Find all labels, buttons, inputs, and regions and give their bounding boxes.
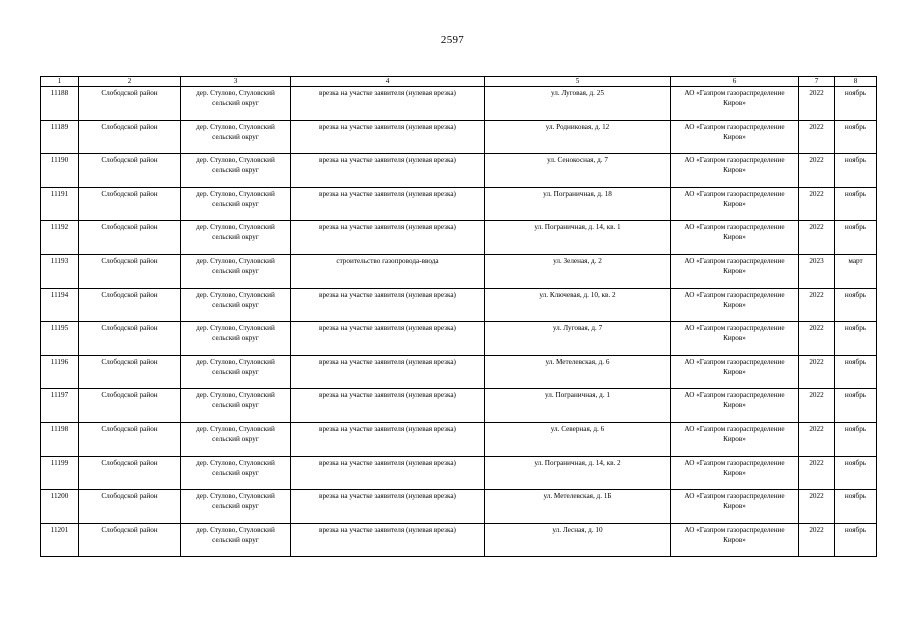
- address-cell: ул. Пограничная, д. 14, кв. 2: [485, 456, 671, 490]
- organization-cell: АО «Газпром газораспределение Киров»: [671, 523, 799, 557]
- record-number-cell: 11199: [41, 456, 79, 490]
- locality-cell: дер. Стулово, Стуловский сельский округ: [181, 254, 291, 288]
- year-cell: 2022: [799, 456, 835, 490]
- table-body: [41, 87, 877, 557]
- address-cell: ул. Метелевская, д. 6: [485, 355, 671, 389]
- table-row: [41, 288, 877, 322]
- district-cell: Слободской район: [79, 422, 181, 456]
- work-type-cell: врезка на участке заявителя (нулевая врезка): [291, 288, 485, 322]
- year-cell: 2022: [799, 87, 835, 121]
- district-cell: Слободской район: [79, 288, 181, 322]
- year-cell: 2022: [799, 221, 835, 255]
- locality-cell: дер. Стулово, Стуловский сельский округ: [181, 187, 291, 221]
- address-cell: ул. Луговая, д. 7: [485, 322, 671, 356]
- table-row: [41, 187, 877, 221]
- record-number-cell: 11188: [41, 87, 79, 121]
- month-cell: ноябрь: [835, 389, 877, 423]
- organization-cell: АО «Газпром газораспределение Киров»: [671, 355, 799, 389]
- year-cell: 2022: [799, 120, 835, 154]
- address-cell: ул. Северная, д. 6: [485, 422, 671, 456]
- work-type-cell: врезка на участке заявителя (нулевая врезка): [291, 221, 485, 255]
- organization-cell: АО «Газпром газораспределение Киров»: [671, 288, 799, 322]
- address-cell: ул. Лесная, д. 10: [485, 523, 671, 557]
- table-row: [41, 456, 877, 490]
- month-cell: ноябрь: [835, 322, 877, 356]
- address-cell: ул. Метелевская, д. 1Б: [485, 490, 671, 524]
- column-header: 4: [291, 77, 485, 87]
- month-cell: ноябрь: [835, 120, 877, 154]
- address-cell: ул. Луговая, д. 25: [485, 87, 671, 121]
- record-number-cell: 11200: [41, 490, 79, 524]
- work-type-cell: врезка на участке заявителя (нулевая врезка): [291, 187, 485, 221]
- column-header: 7: [799, 77, 835, 87]
- column-header: 1: [41, 77, 79, 87]
- record-number-cell: 11197: [41, 389, 79, 423]
- address-cell: ул. Пограничная, д. 14, кв. 1: [485, 221, 671, 255]
- organization-cell: АО «Газпром газораспределение Киров»: [671, 422, 799, 456]
- year-cell: 2022: [799, 187, 835, 221]
- work-type-cell: врезка на участке заявителя (нулевая врезка): [291, 154, 485, 188]
- district-cell: Слободской район: [79, 154, 181, 188]
- work-type-cell: врезка на участке заявителя (нулевая врезка): [291, 120, 485, 154]
- year-cell: 2022: [799, 389, 835, 423]
- district-cell: Слободской район: [79, 322, 181, 356]
- year-cell: 2022: [799, 422, 835, 456]
- column-header: 5: [485, 77, 671, 87]
- column-header: 3: [181, 77, 291, 87]
- district-cell: Слободской район: [79, 221, 181, 255]
- record-number-cell: 11194: [41, 288, 79, 322]
- work-type-cell: врезка на участке заявителя (нулевая врезка): [291, 456, 485, 490]
- month-cell: март: [835, 254, 877, 288]
- organization-cell: АО «Газпром газораспределение Киров»: [671, 322, 799, 356]
- page-number: 2597: [440, 34, 465, 46]
- address-cell: ул. Пограничная, д. 18: [485, 187, 671, 221]
- organization-cell: АО «Газпром газораспределение Киров»: [671, 154, 799, 188]
- organization-cell: АО «Газпром газораспределение Киров»: [671, 187, 799, 221]
- column-number-row: [41, 77, 877, 87]
- district-cell: Слободской район: [79, 456, 181, 490]
- table-row: [41, 490, 877, 524]
- month-cell: ноябрь: [835, 523, 877, 557]
- district-cell: Слободской район: [79, 523, 181, 557]
- organization-cell: АО «Газпром газораспределение Киров»: [671, 120, 799, 154]
- record-number-cell: 11195: [41, 322, 79, 356]
- organization-cell: АО «Газпром газораспределение Киров»: [671, 254, 799, 288]
- year-cell: 2022: [799, 154, 835, 188]
- table-row: [41, 322, 877, 356]
- address-cell: ул. Ключевая, д. 10, кв. 2: [485, 288, 671, 322]
- district-cell: Слободской район: [79, 490, 181, 524]
- locality-cell: дер. Стулово, Стуловский сельский округ: [181, 322, 291, 356]
- locality-cell: дер. Стулово, Стуловский сельский округ: [181, 288, 291, 322]
- record-number-cell: 11192: [41, 221, 79, 255]
- locality-cell: дер. Стулово, Стуловский сельский округ: [181, 422, 291, 456]
- work-type-cell: врезка на участке заявителя (нулевая врезка): [291, 87, 485, 121]
- address-cell: ул. Зеленая, д. 2: [485, 254, 671, 288]
- year-cell: 2022: [799, 523, 835, 557]
- organization-cell: АО «Газпром газораспределение Киров»: [671, 389, 799, 423]
- district-cell: Слободской район: [79, 254, 181, 288]
- district-cell: Слободской район: [79, 187, 181, 221]
- address-cell: ул. Сенокосная, д. 7: [485, 154, 671, 188]
- locality-cell: дер. Стулово, Стуловский сельский округ: [181, 87, 291, 121]
- locality-cell: дер. Стулово, Стуловский сельский округ: [181, 154, 291, 188]
- locality-cell: дер. Стулово, Стуловский сельский округ: [181, 389, 291, 423]
- column-header: 8: [835, 77, 877, 87]
- year-cell: 2022: [799, 490, 835, 524]
- month-cell: ноябрь: [835, 288, 877, 322]
- locality-cell: дер. Стулово, Стуловский сельский округ: [181, 456, 291, 490]
- work-type-cell: строительство газопровода-ввода: [291, 254, 485, 288]
- month-cell: ноябрь: [835, 490, 877, 524]
- year-cell: 2023: [799, 254, 835, 288]
- year-cell: 2022: [799, 288, 835, 322]
- table-row: [41, 87, 877, 121]
- year-cell: 2022: [799, 322, 835, 356]
- month-cell: ноябрь: [835, 187, 877, 221]
- table-row: [41, 389, 877, 423]
- address-cell: ул. Родниковая, д. 12: [485, 120, 671, 154]
- record-number-cell: 11198: [41, 422, 79, 456]
- work-type-cell: врезка на участке заявителя (нулевая врезка): [291, 523, 485, 557]
- organization-cell: АО «Газпром газораспределение Киров»: [671, 87, 799, 121]
- organization-cell: АО «Газпром газораспределение Киров»: [671, 221, 799, 255]
- locality-cell: дер. Стулово, Стуловский сельский округ: [181, 490, 291, 524]
- work-type-cell: врезка на участке заявителя (нулевая врезка): [291, 355, 485, 389]
- district-cell: Слободской район: [79, 389, 181, 423]
- column-header: 2: [79, 77, 181, 87]
- locality-cell: дер. Стулово, Стуловский сельский округ: [181, 355, 291, 389]
- table-header: [41, 77, 877, 87]
- work-type-cell: врезка на участке заявителя (нулевая врезка): [291, 389, 485, 423]
- table-row: [41, 221, 877, 255]
- table-row: [41, 254, 877, 288]
- locality-cell: дер. Стулово, Стуловский сельский округ: [181, 221, 291, 255]
- month-cell: ноябрь: [835, 456, 877, 490]
- table-row: [41, 355, 877, 389]
- month-cell: ноябрь: [835, 355, 877, 389]
- registry-table: [40, 76, 877, 557]
- month-cell: ноябрь: [835, 87, 877, 121]
- table-row: [41, 154, 877, 188]
- district-cell: Слободской район: [79, 355, 181, 389]
- table-row: [41, 422, 877, 456]
- locality-cell: дер. Стулово, Стуловский сельский округ: [181, 120, 291, 154]
- organization-cell: АО «Газпром газораспределение Киров»: [671, 456, 799, 490]
- month-cell: ноябрь: [835, 221, 877, 255]
- year-cell: 2022: [799, 355, 835, 389]
- work-type-cell: врезка на участке заявителя (нулевая врезка): [291, 490, 485, 524]
- district-cell: Слободской район: [79, 120, 181, 154]
- work-type-cell: врезка на участке заявителя (нулевая врезка): [291, 422, 485, 456]
- organization-cell: АО «Газпром газораспределение Киров»: [671, 490, 799, 524]
- column-header: 6: [671, 77, 799, 87]
- address-cell: ул. Пограничная, д. 1: [485, 389, 671, 423]
- table-row: [41, 120, 877, 154]
- record-number-cell: 11190: [41, 154, 79, 188]
- record-number-cell: 11201: [41, 523, 79, 557]
- month-cell: ноябрь: [835, 154, 877, 188]
- record-number-cell: 11196: [41, 355, 79, 389]
- district-cell: Слободской район: [79, 87, 181, 121]
- record-number-cell: 11193: [41, 254, 79, 288]
- work-type-cell: врезка на участке заявителя (нулевая врезка): [291, 322, 485, 356]
- record-number-cell: 11189: [41, 120, 79, 154]
- record-number-cell: 11191: [41, 187, 79, 221]
- month-cell: ноябрь: [835, 422, 877, 456]
- locality-cell: дер. Стулово, Стуловский сельский округ: [181, 523, 291, 557]
- table-row: [41, 523, 877, 557]
